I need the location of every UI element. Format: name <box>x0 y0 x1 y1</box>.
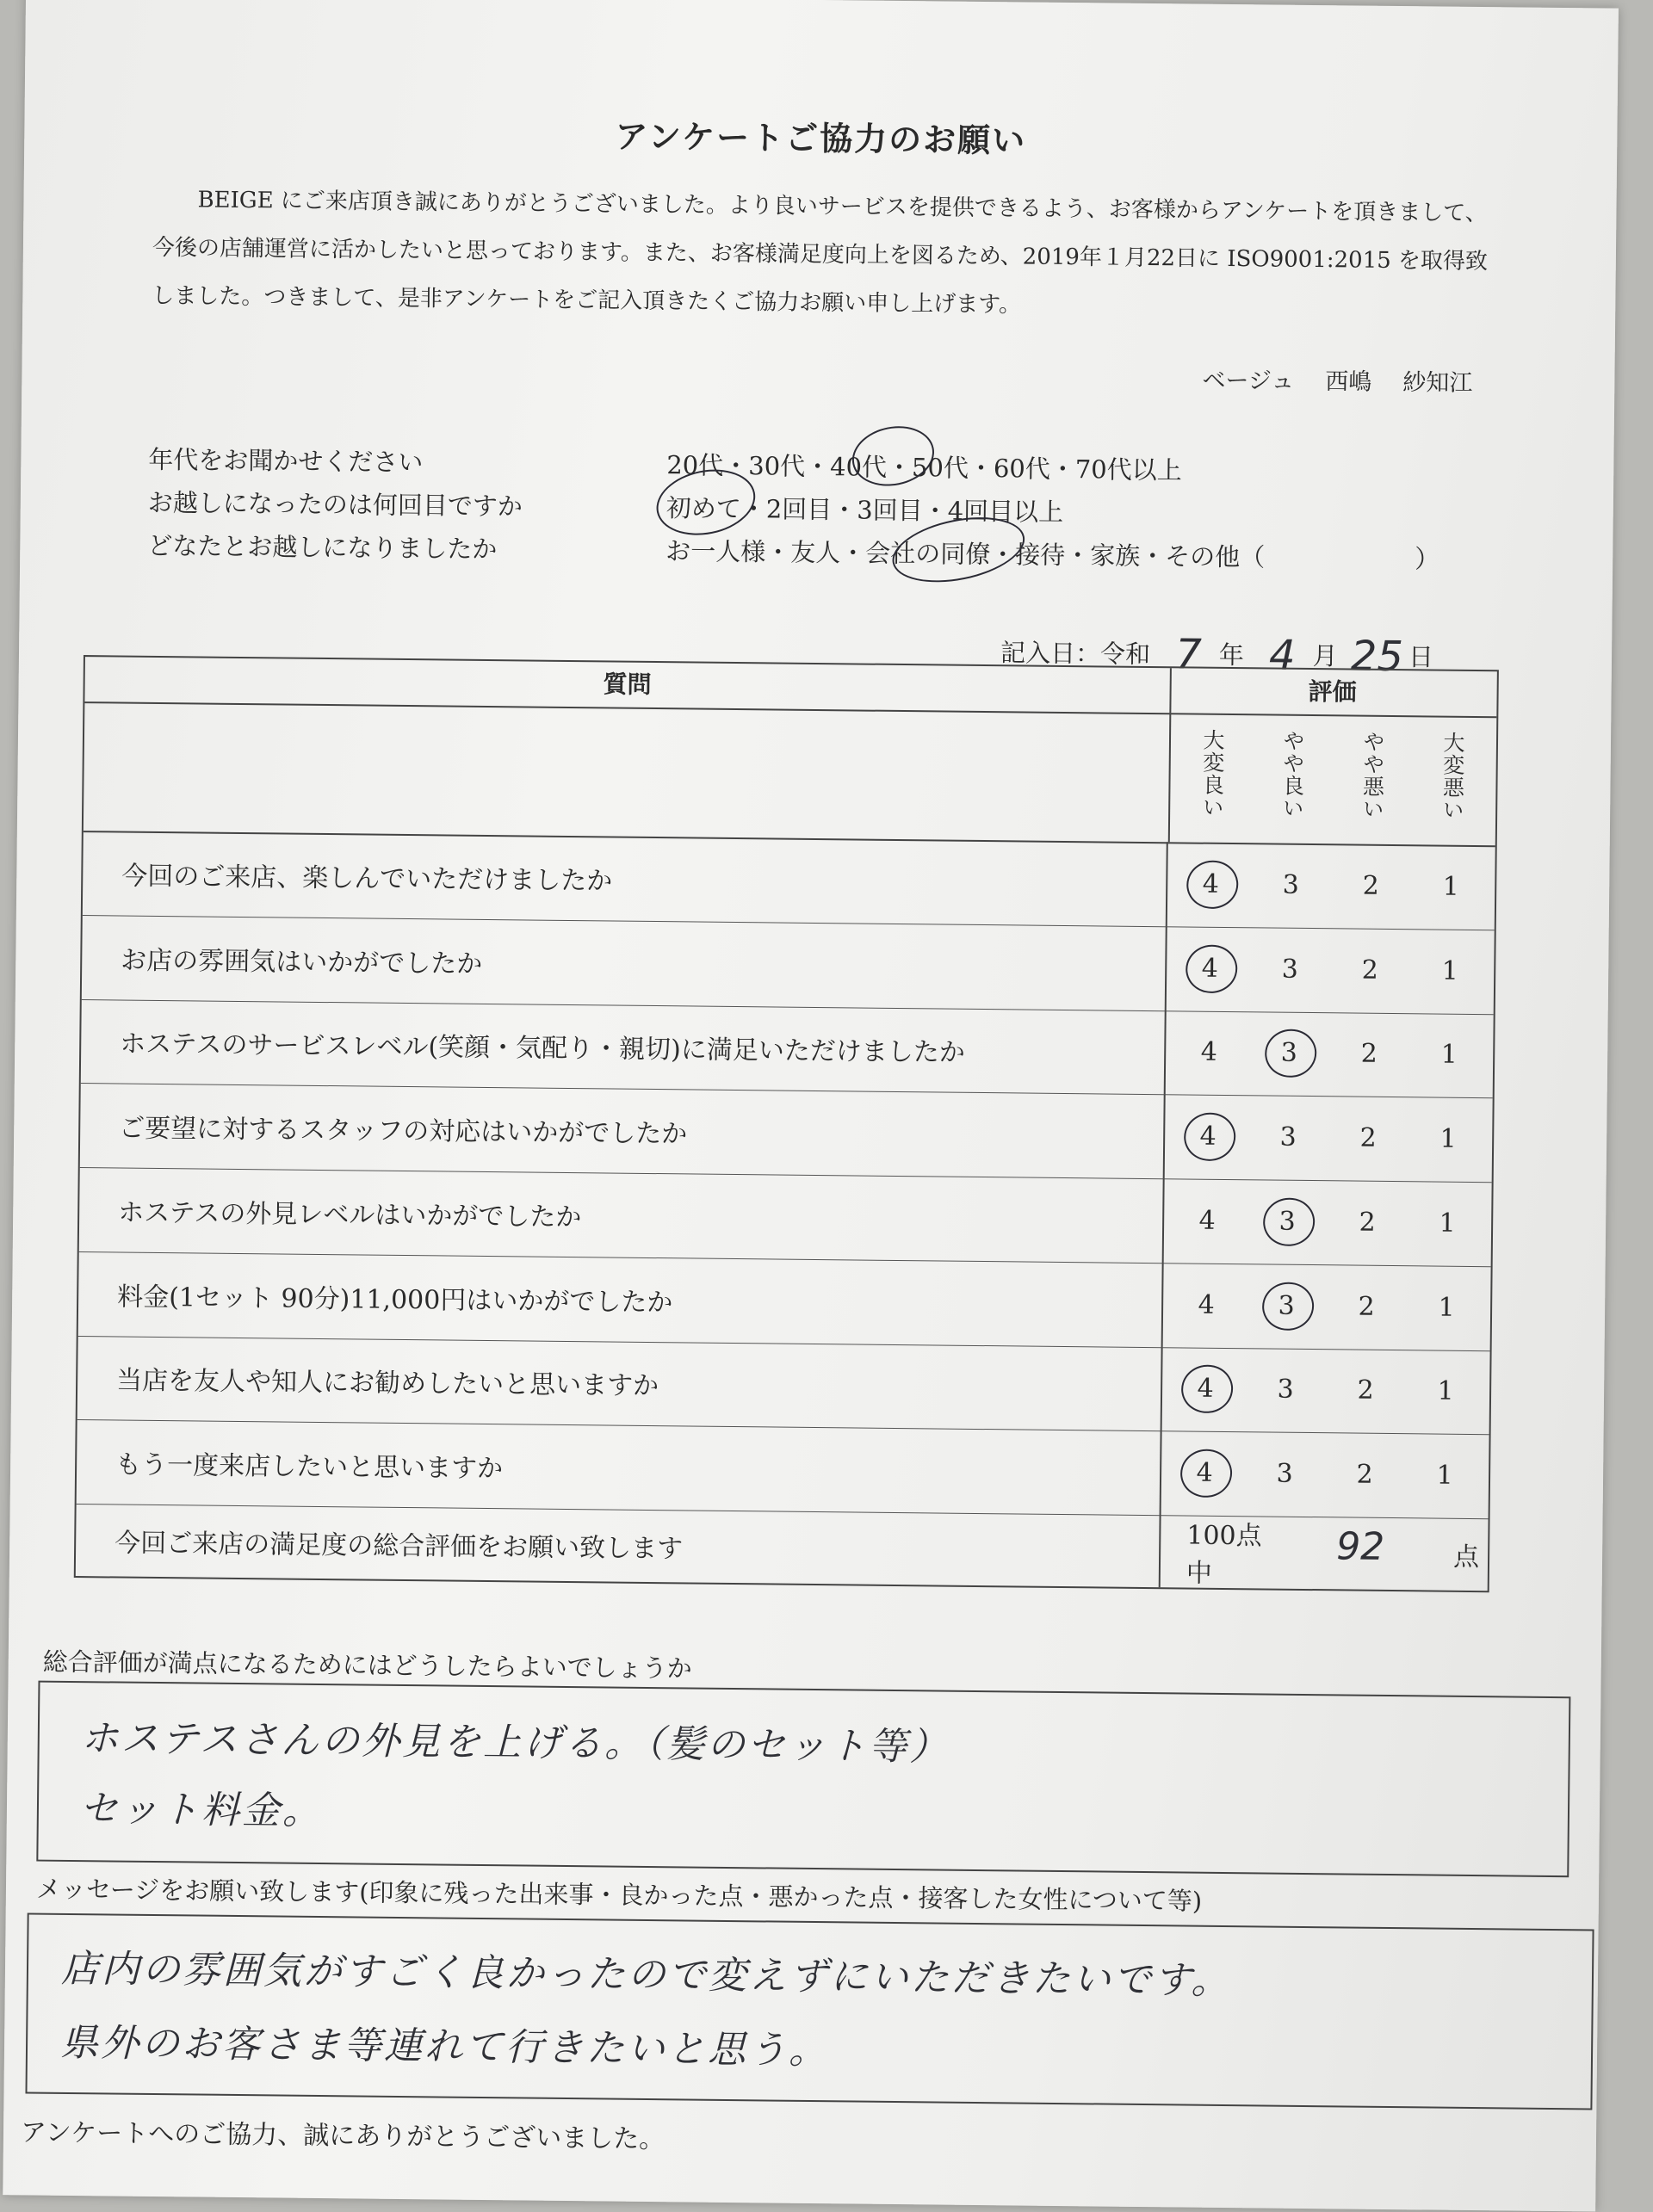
signature-shop: ベージュ <box>1202 367 1295 395</box>
total-prefix: 100点中 <box>1186 1520 1262 1589</box>
score-option-3: 3 <box>1276 1458 1293 1489</box>
score-option-2: 2 <box>1362 870 1379 901</box>
total-row <box>76 1504 1489 1591</box>
selected-score-circle <box>1181 1109 1239 1164</box>
score-option-1: 1 <box>1441 955 1458 986</box>
score-option-1: 1 <box>1437 1375 1454 1407</box>
selected-score-circle <box>1178 1446 1235 1500</box>
total-question: 今回ご来店の満足度の総合評価をお願い致します <box>76 1504 1161 1587</box>
score-option-4: 4 <box>1201 953 1218 984</box>
score-option-2: 2 <box>1359 1122 1377 1153</box>
table-row <box>77 1336 1490 1436</box>
score-option-4: 4 <box>1202 868 1219 899</box>
selected-score-circle <box>1184 857 1241 911</box>
score-option-3: 3 <box>1278 1290 1295 1321</box>
date-month-unit: 月 <box>1312 641 1338 671</box>
table-row <box>81 999 1494 1099</box>
score-option-4: 4 <box>1200 1037 1217 1068</box>
question-text: ご要望に対するスタッフの対応はいかがでしたか <box>80 1083 1166 1178</box>
total-score: 92 <box>1335 1523 1385 1569</box>
score-option-2: 2 <box>1360 1038 1378 1070</box>
visit-count-question: お越しになったのは何回目ですか <box>147 487 523 522</box>
signature <box>1202 361 1472 398</box>
table-row <box>79 1167 1492 1267</box>
survey-sheet <box>3 0 1619 2212</box>
score-option-4: 4 <box>1197 1374 1214 1405</box>
total-score-cell <box>1186 1516 1480 1591</box>
total-suffix: 点 <box>1452 1542 1480 1573</box>
scale-somewhat-good: やや良い <box>1279 729 1306 819</box>
table-row <box>83 831 1495 930</box>
question-text: 当店を友人や知人にお勧めしたいと思いますか <box>77 1336 1163 1431</box>
score-option-4: 4 <box>1198 1289 1215 1320</box>
score-option-2: 2 <box>1361 955 1378 986</box>
selected-score-circle <box>1183 942 1241 996</box>
scale-very-good: 大変良い <box>1199 728 1226 819</box>
footer-thanks: アンケートへのご協力、誠にありがとうございました。 <box>20 2117 666 2155</box>
date-year-unit: 年 <box>1218 640 1245 670</box>
date-year: 7 <box>1175 630 1203 679</box>
score-option-3: 3 <box>1279 1121 1297 1152</box>
score-option-3: 3 <box>1281 954 1298 985</box>
score-option-1: 1 <box>1439 1208 1456 1239</box>
question-text: もう一度来店したいと思いますか <box>77 1419 1162 1515</box>
score-option-3: 3 <box>1278 1206 1296 1237</box>
selected-score-circle <box>1262 1027 1320 1081</box>
message-line-1: 店内の雰囲気がすごく良かったので変えずにいただきたいです。 <box>60 1946 1232 2004</box>
score-option-4: 4 <box>1199 1121 1217 1152</box>
rating-table <box>74 655 1499 1592</box>
date-label: 記入日：令和 <box>1000 638 1151 670</box>
score-option-1: 1 <box>1438 1292 1455 1323</box>
improve-label: 総合評価が満点になるためにはどうしたらよいでしょうか <box>42 1647 692 1684</box>
scale-very-bad: 大変悪い <box>1439 731 1466 821</box>
table-row <box>77 1419 1489 1519</box>
question-text: 料金(1セット 90分)11,000円はいかがでしたか <box>78 1251 1164 1347</box>
date-day: 25 <box>1350 632 1404 682</box>
message-line-2: 県外のお客さま等連れて行きたいと思う。 <box>59 2020 830 2073</box>
score-option-3: 3 <box>1282 869 1299 900</box>
table-row <box>80 1083 1493 1183</box>
signature-given: 紗知江 <box>1402 369 1473 397</box>
question-text: お店の雰囲気はいかがでしたか <box>82 915 1167 1010</box>
age-question: 年代をお聞かせください <box>148 444 424 478</box>
score-option-2: 2 <box>1359 1207 1376 1238</box>
rating-scale-row <box>84 701 1497 847</box>
companion-options: お一人様・友人・会社の同僚・接待・家族・その他（ ） <box>666 536 1440 574</box>
scale-somewhat-bad: やや悪い <box>1359 730 1386 820</box>
score-option-1: 1 <box>1442 871 1459 902</box>
message-box <box>25 1912 1594 2110</box>
header-rating: 評価 <box>1308 677 1357 707</box>
table-row <box>78 1251 1491 1351</box>
question-text: ホステスの外見レベルはいかがでしたか <box>79 1167 1165 1263</box>
question-text: 今回のご来店、楽しんでいただけましたか <box>83 831 1168 926</box>
selected-score-circle <box>1260 1195 1318 1249</box>
score-option-4: 4 <box>1196 1457 1213 1488</box>
question-text: ホステスのサービスレベル(笑顔・気配り・親切)に満足いただけましたか <box>81 999 1167 1095</box>
score-option-3: 3 <box>1280 1038 1297 1069</box>
intro-paragraph: BEIGE にご来店頂き誠にありがとうございました。より良いサービスを提供できるよう、お客様からアンケートを頂きまして、今後の店舗運営に活かしたいと思っております。また、お客様満足度向上を図るため、2019年１月22日に ISO9001:2015 を取得致しました。つきまして、是非アンケートをご記入頂きたくご協力お願い申し上げます。 <box>152 187 1489 318</box>
score-option-1: 1 <box>1436 1460 1453 1491</box>
score-option-3: 3 <box>1277 1374 1294 1406</box>
age-options: 20代・30代・40代・50代・60代・70代以上 <box>666 450 1182 485</box>
header-question: 質問 <box>84 657 1171 713</box>
selected-score-circle <box>1260 1279 1317 1333</box>
message-label: メッセージをお願い致します(印象に残った出来事・良かった点・悪かった点・接客した女性について等) <box>35 1874 1203 1916</box>
visit-count-options: 初めて・2回目・3回目・4回目以上 <box>666 493 1064 527</box>
table-row <box>82 915 1495 1015</box>
signature-surname: 西嶋 <box>1325 368 1372 396</box>
improve-box <box>36 1681 1570 1878</box>
score-option-1: 1 <box>1439 1123 1457 1154</box>
improve-line-1: ホステスさんの外見を上げる。（髪のセット等） <box>80 1716 950 1770</box>
score-option-2: 2 <box>1356 1459 1373 1490</box>
score-option-4: 4 <box>1198 1205 1216 1236</box>
improve-line-2: セット料金。 <box>79 1787 324 1834</box>
date-month: 4 <box>1268 631 1296 680</box>
survey-title: アンケートご協力のお願い <box>615 116 1027 160</box>
date-day-unit: 日 <box>1408 642 1434 672</box>
score-option-2: 2 <box>1358 1291 1375 1322</box>
score-option-2: 2 <box>1357 1375 1374 1406</box>
selected-score-circle <box>1179 1362 1236 1417</box>
companion-question: どなたとお越しになりましたか <box>147 530 498 565</box>
score-option-1: 1 <box>1440 1039 1458 1071</box>
